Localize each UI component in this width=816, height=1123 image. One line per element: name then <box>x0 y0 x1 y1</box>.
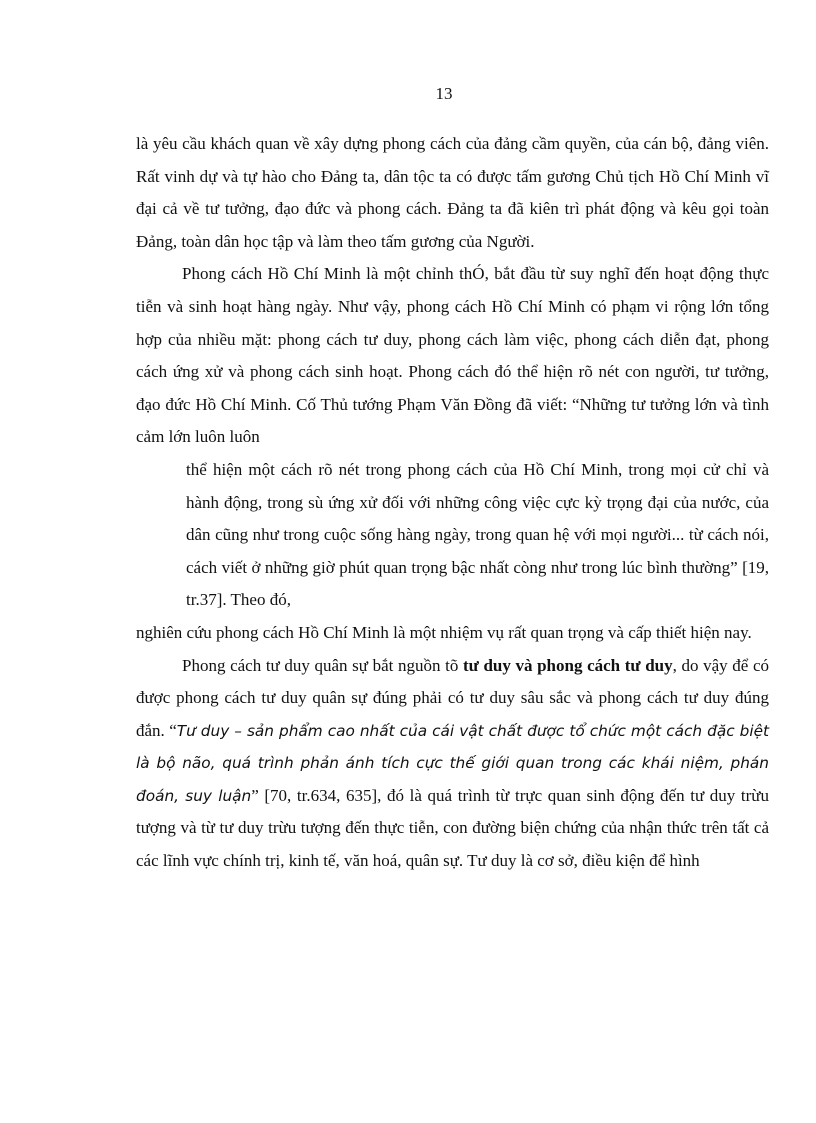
paragraph-4-end: ” [70, tr.634, 635], đó là quá trình từ trực quan sinh động đến tư duy trừu tượng và từ tư duy trừu tượng đến thực tiễn, con đường biện chứng của nhận thức trên tất cả các lĩnh vực chính trị, kinh tế, văn hoá, quân sự. Tư duy là cơ sở, điều kiện để hình <box>136 785 769 871</box>
block-quote: thể hiện một cách rõ nét trong phong cách của Hồ Chí Minh, trong mọi cử chỉ và hành động, trong sù ứng xử đối với những công việc cực kỳ trọng đại của nước, của dân cũng như trong cuộc sống hàng ngày, trong quan hệ với mọi người... từ cách nói, cách viết ở những giờ phút quan trọng bậc nhất còng như trong lúc bình thường” [19, tr.37]. Theo đó, <box>186 459 769 610</box>
paragraph-3: nghiên cứu phong cách Hồ Chí Minh là một nhiệm vụ rất quan trọng và cấp thiết hiện nay. <box>136 622 752 642</box>
paragraph-4-italic-quote: Tư duy – sản phẩm cao nhất của cái vật chất được tổ chức một cách đặc biệt là bộ não, quá trình phản ánh tích cực thế giới quan trong các khái niệm, phán đoán, suy luận <box>136 721 769 805</box>
paragraph-4 <box>136 650 769 878</box>
paragraph-4-bold: tư duy và phong cách tư duy <box>462 655 673 675</box>
page-number: 13 <box>435 84 453 103</box>
document-body <box>136 128 769 878</box>
paragraph-1: là yêu cầu khách quan về xây dựng phong cách của đảng cầm quyền, của cán bộ, đảng viên. Rất vinh dự và tự hào cho Đảng ta, dân tộc ta có được tấm gương Chủ tịch Hồ Chí Minh vĩ đại cả về tư tưởng, đạo đức và phong cách. Đảng ta đã kiên trì phát động và kêu gọi toàn Đảng, toàn dân học tập và làm theo tấm gương của Người. <box>136 134 769 251</box>
paragraph-4-mid: , do vậy để có được phong cách tư duy quân sự đúng phải có tư duy sâu sắc và phong cách tư duy đúng đắn. “ <box>136 655 770 740</box>
paragraph-4-start: Phong cách tư duy quân sự bắt nguồn tõ <box>182 655 463 675</box>
paragraph-2: Phong cách Hồ Chí Minh là một chỉnh thÓ, bắt đầu từ suy nghĩ đến hoạt động thực tiễn và sinh hoạt hàng ngày. Như vậy, phong cách Hồ Chí Minh có phạm vi rộng lớn tổng hợp của nhiều mặt: phong cách tư duy, phong cách làm việc, phong cách diễn đạt, phong cách ứng xử và phong cách sinh hoạt. Phong cách đó thể hiện rõ nét con người, tư tưởng, đạo đức Hồ Chí Minh. Cố Thủ tướng Phạm Văn Đồng đã viết: “Những tư tưởng lớn và tình cảm lớn luôn luôn <box>136 264 769 447</box>
